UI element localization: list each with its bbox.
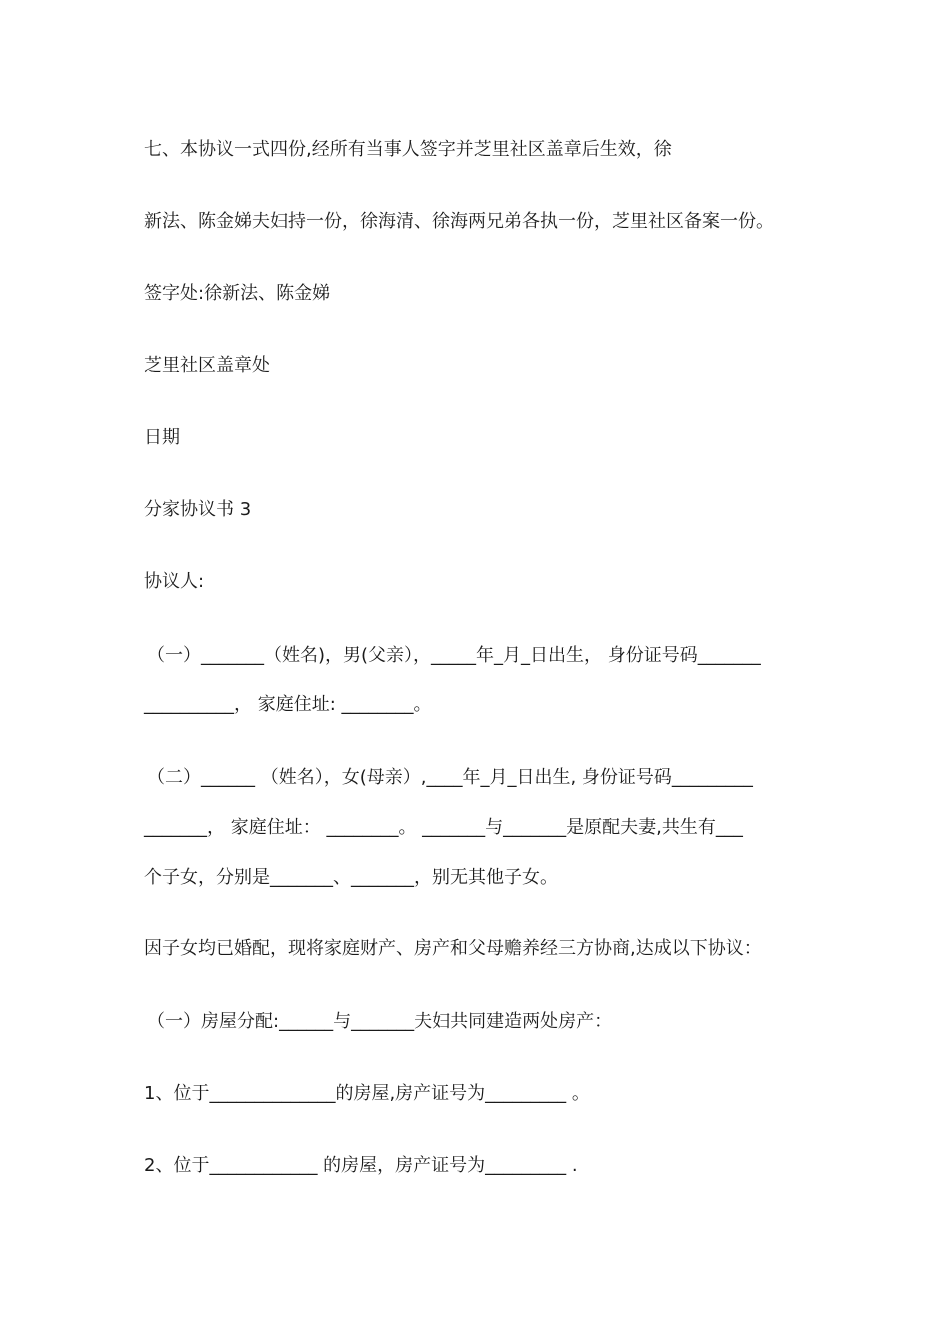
children-line: 个子女，分别是_______、_______，别无其他子女。 [144,867,558,888]
house-item-1: 1、位于______________的房屋,房产证号为_________ 。 [144,1083,590,1104]
date-line: 日期 [144,427,180,448]
clause-seven-line-2: 新法、陈金娣夫妇持一份，徐海清、徐海两兄弟各执一份，芝里社区备案一份。 [144,211,774,232]
parties-heading: 协议人: [144,571,205,592]
house-allocation-heading: （一）房屋分配:______与_______夫妇共同建造两处房产： [147,1011,613,1032]
party-two-line-2: _______， 家庭住址： ________。 _______与_______是原配夫妻,共生有___ [144,817,743,838]
seal-line: 芝里社区盖章处 [144,355,270,376]
clause-seven-line-1: 七、本协议一式四份,经所有当事人签字并芝里社区盖章后生效，徐 [144,139,672,160]
party-one-line-1: （一）_______（姓名)，男(父亲），_____年_月_日出生， 身份证号码_______ [147,645,761,666]
signature-line: 签字处:徐新法、陈金娣 [144,283,331,304]
party-two-line-1: （二）______ （姓名），女(母亲）,____年_月_日出生, 身份证号码_________ [147,767,753,788]
party-one-line-2: __________， 家庭住址: ________。 [144,694,432,715]
agreement-intro: 因子女均已婚配，现将家庭财产、房产和父母赡养经三方协商,达成以下协议： [144,938,762,959]
document-title: 分家协议书 3 [144,499,252,520]
house-item-2: 2、位于____________ 的房屋，房产证号为_________ . [144,1155,578,1176]
